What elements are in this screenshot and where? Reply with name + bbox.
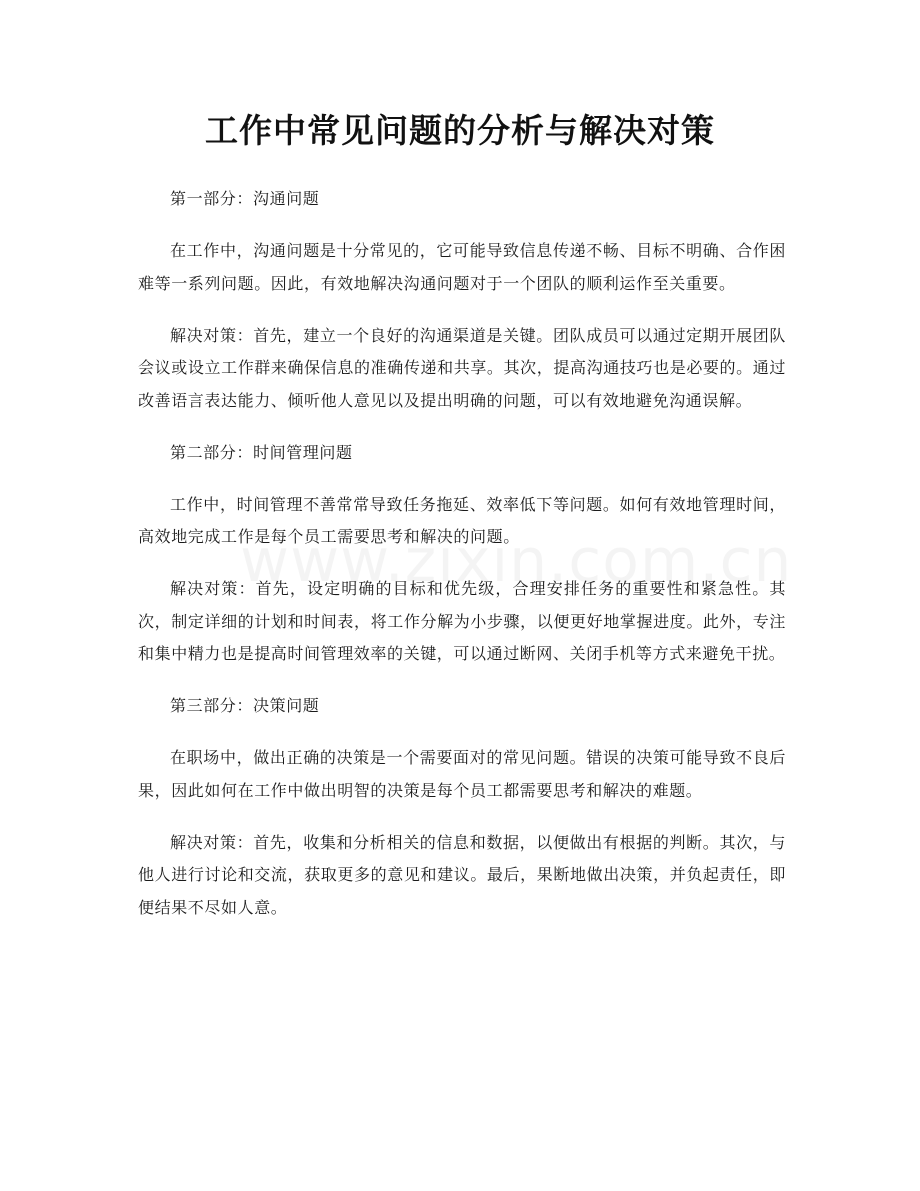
section-problem-time-management: 工作中，时间管理不善常常导致任务拖延、效率低下等问题。如何有效地管理时间，高效地完成工作是每个员工需要思考和解决的问题。 [138,494,786,546]
section-heading-time-management: 第二部分：时间管理问题 [170,442,353,462]
section-solution-decision: 解决对策：首先，收集和分析相关的信息和数据，以便做出有根据的判断。其次，与他人进行讨论和交流，获取更多的意见和建议。最后，果断地做出决策，并负起责任，即便结果不尽如人意。 [138,832,786,917]
section-problem-decision: 在职场中，做出正确的决策是一个需要面对的常见问题。错误的决策可能导致不良后果，因此如何在工作中做出明智的决策是每个员工都需要思考和解决的难题。 [138,748,786,800]
document-title: 工作中常见问题的分析与解决对策 [205,111,715,150]
section-heading-decision: 第三部分：决策问题 [170,696,320,715]
document-body [138,183,786,944]
section-solution-communication: 解决对策：首先，建立一个良好的沟通渠道是关键。团队成员可以通过定期开展团队会议或设立工作群来确保信息的准确传递和共享。其次，提高沟通技巧也是必要的。通过改善语言表达能力、倾听他人意见以及提出明确的问题，可以有效地避免沟通误解。 [138,325,786,410]
section-problem-communication: 在工作中，沟通问题是十分常见的，它可能导致信息传递不畅、目标不明确、合作困难等一系列问题。因此，有效地解决沟通问题对于一个团队的顺利运作至关重要。 [138,241,786,293]
section-solution-time-management: 解决对策：首先，设定明确的目标和优先级，合理安排任务的重要性和紧急性。其次，制定详细的计划和时间表，将工作分解为小步骤，以便更好地掌握进度。此外，专注和集中精力也是提高时间管理效率的关键，可以通过断网、关闭手机等方式来避免干扰。 [138,579,786,663]
section-heading-communication: 第一部分：沟通问题 [170,189,320,208]
